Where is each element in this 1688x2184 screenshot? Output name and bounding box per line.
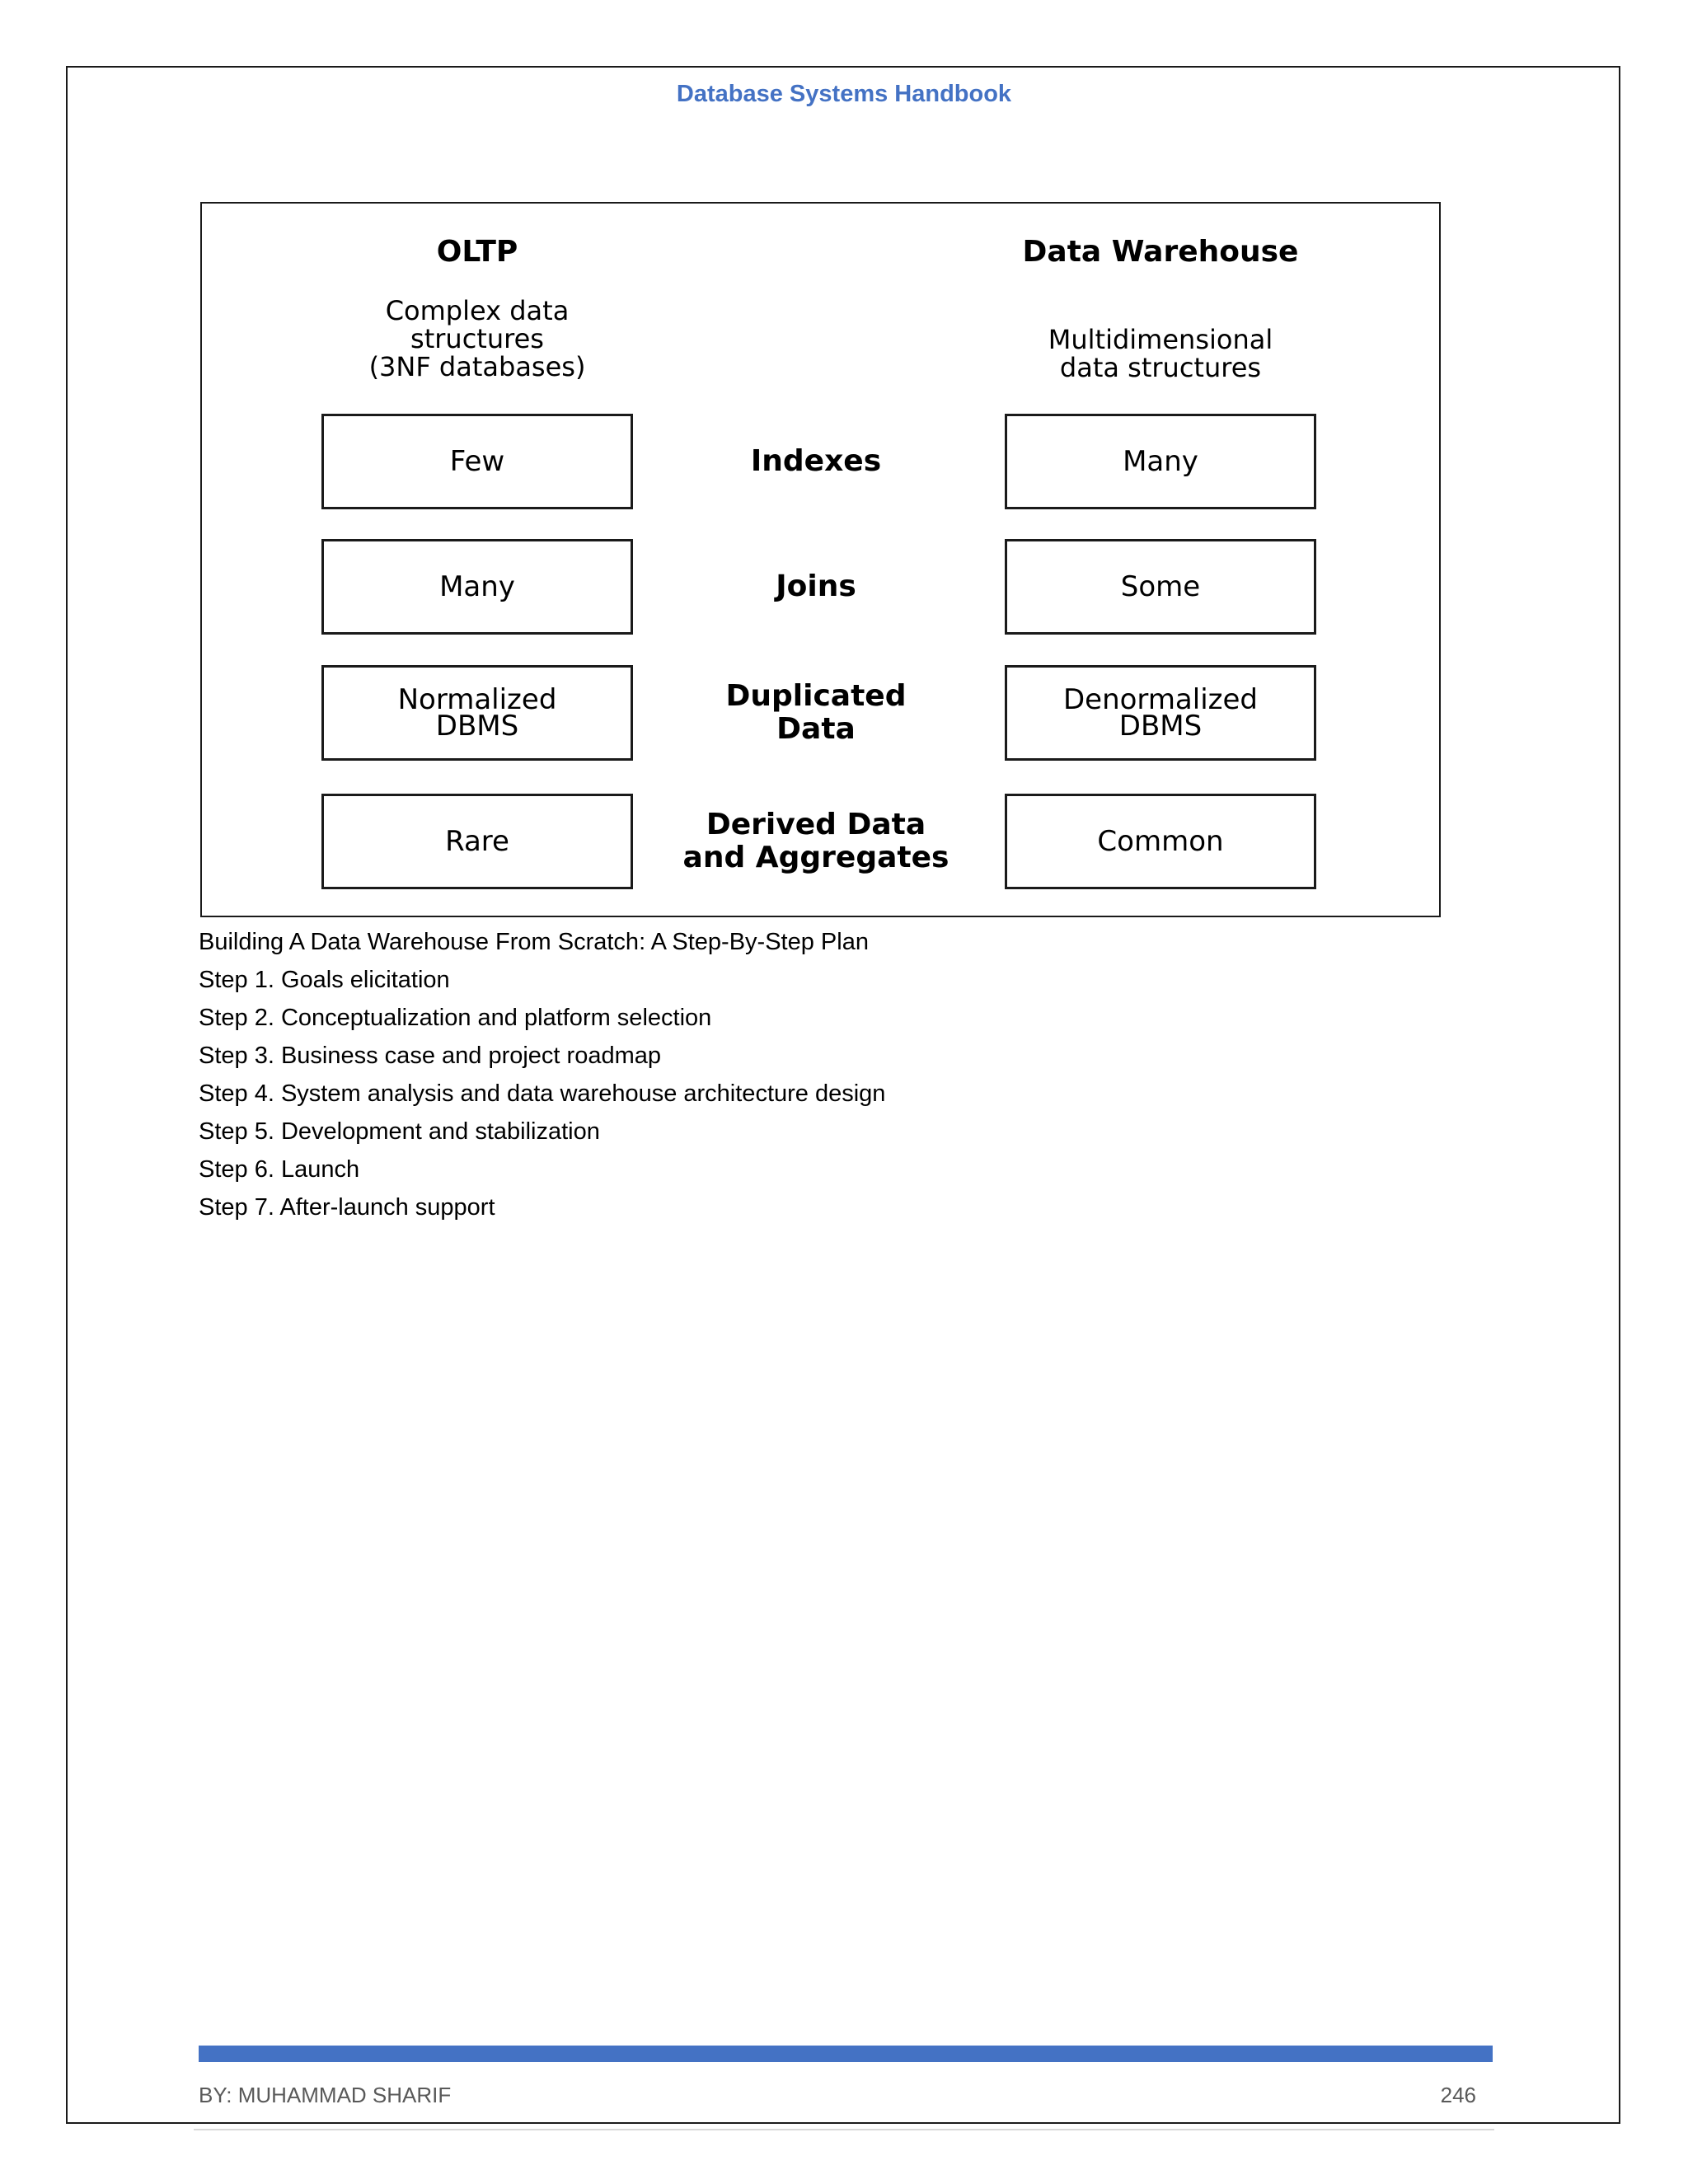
dw-indexes-box: Many (1005, 414, 1316, 509)
dw-joins-box: Some (1005, 539, 1316, 635)
list-item: Step 7. After-launch support (199, 1194, 495, 1221)
derived-data-label: Derived Data and Aggregates (682, 808, 950, 874)
list-item: Step 2. Conceptualization and platform selection (199, 1005, 712, 1031)
dw-duplicated-data-box: Denormalized DBMS (1005, 665, 1316, 761)
oltp-vs-data-warehouse-figure (200, 202, 1441, 917)
list-item: Step 4. System analysis and data warehouse architecture design (199, 1080, 886, 1107)
plan-heading: Building A Data Warehouse From Scratch: A Step-By-Step Plan (199, 929, 869, 955)
oltp-duplicated-data-box: Normalized DBMS (321, 665, 633, 761)
steps-list (199, 923, 885, 1226)
footer-author: BY: MUHAMMAD SHARIF (199, 2083, 452, 2107)
duplicated-data-label: Duplicated Data (725, 679, 907, 746)
bottom-divider (194, 2129, 1494, 2130)
footer-accent-bar (199, 2046, 1493, 2062)
list-item: Step 1. Goals elicitation (199, 967, 450, 993)
indexes-label: Indexes (750, 444, 882, 478)
list-item: Step 3. Business case and project roadmap (199, 1043, 661, 1069)
oltp-heading: OLTP (436, 235, 518, 269)
dw-derived-data-box: Common (1005, 794, 1316, 889)
page-header-title: Database Systems Handbook (676, 81, 1012, 107)
joins-label: Joins (776, 569, 856, 603)
data-warehouse-heading: Data Warehouse (1022, 235, 1299, 269)
oltp-subheading: Complex data structures (3NF databases) (368, 295, 586, 382)
data-warehouse-subheading: Multidimensional data structures (1048, 324, 1273, 383)
list-item: Step 6. Launch (199, 1156, 360, 1183)
page-number: 246 (1440, 2083, 1476, 2107)
oltp-joins-box: Many (321, 539, 633, 635)
oltp-indexes-box: Few (321, 414, 633, 509)
oltp-derived-data-box: Rare (321, 794, 633, 889)
list-item: Step 5. Development and stabilization (199, 1118, 600, 1145)
